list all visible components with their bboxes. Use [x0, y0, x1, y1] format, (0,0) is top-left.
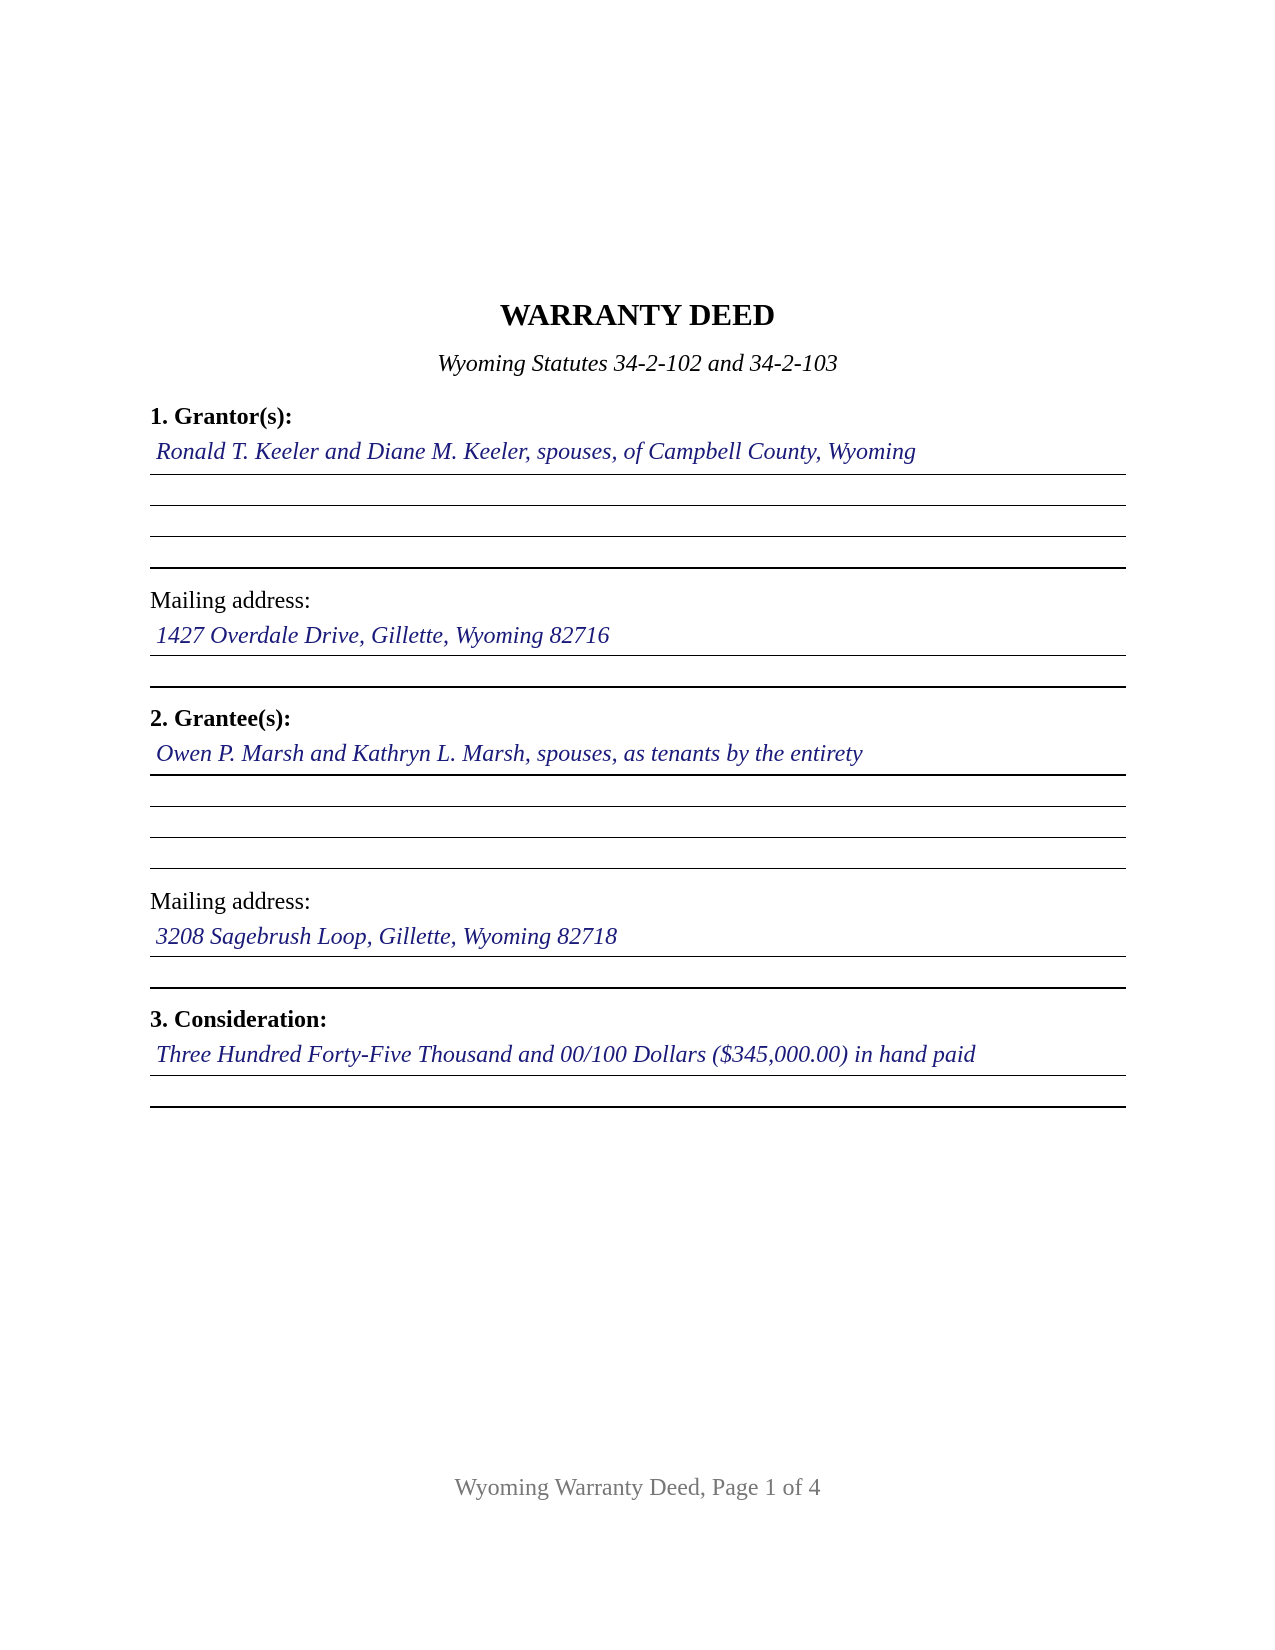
grantee-address-line-2: [150, 987, 1126, 989]
grantor-line-4: [150, 567, 1126, 569]
consideration-amount-field[interactable]: Three Hundred Forty-Five Thousand and 00/100 Dollars ($345,000.00) in hand paid: [156, 1042, 976, 1068]
consideration-line-1: [150, 1075, 1126, 1076]
grantee-line-1: [150, 774, 1126, 776]
grantee-mailing-label: Mailing address:: [150, 889, 311, 915]
consideration-line-2: [150, 1106, 1126, 1108]
grantee-line-3: [150, 837, 1126, 838]
grantor-heading: 1. Grantor(s):: [150, 404, 293, 430]
grantor-names-field[interactable]: Ronald T. Keeler and Diane M. Keeler, spouses, of Campbell County, Wyoming: [156, 439, 916, 465]
grantee-mailing-address-field[interactable]: 3208 Sagebrush Loop, Gillette, Wyoming 82718: [156, 924, 618, 950]
consideration-heading: 3. Consideration:: [150, 1007, 328, 1033]
grantor-line-2: [150, 505, 1126, 506]
grantee-address-line-1: [150, 956, 1126, 957]
grantor-line-3: [150, 536, 1126, 537]
grantor-address-line-1: [150, 655, 1126, 656]
document-title: WARRANTY DEED: [499, 297, 776, 332]
grantee-line-4: [150, 868, 1126, 869]
grantor-mailing-address-field[interactable]: 1427 Overdale Drive, Gillette, Wyoming 82716: [156, 623, 610, 649]
page-footer: Wyoming Warranty Deed, Page 1 of 4: [454, 1475, 821, 1501]
grantor-mailing-label: Mailing address:: [150, 588, 311, 614]
grantee-line-2: [150, 806, 1126, 807]
grantor-address-line-2: [150, 686, 1126, 688]
document-subtitle: Wyoming Statutes 34-2-102 and 34-2-103: [437, 351, 838, 377]
grantor-line-1: [150, 474, 1126, 475]
grantee-heading: 2. Grantee(s):: [150, 706, 292, 732]
grantee-names-field[interactable]: Owen P. Marsh and Kathryn L. Marsh, spouses, as tenants by the entirety: [156, 741, 863, 767]
